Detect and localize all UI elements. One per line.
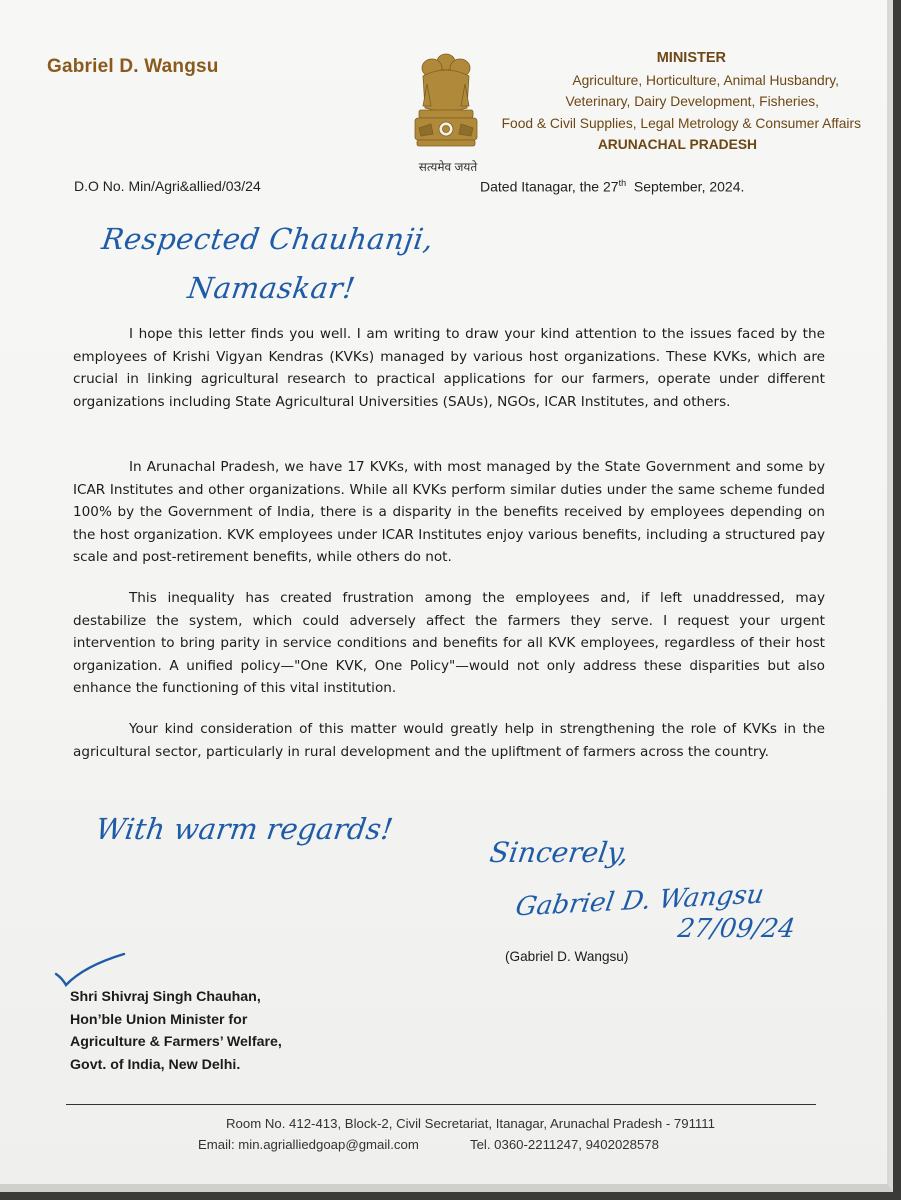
addressee-line: Hon’ble Union Minister for: [70, 1011, 248, 1028]
footer-address: Room No. 412-413, Block-2, Civil Secretariat, Itanagar, Arunachal Pradesh - 791111: [226, 1116, 715, 1131]
date-prefix: Dated Itanagar, the 27: [480, 178, 619, 195]
footer-phone: Tel. 0360-2211247, 9402028578: [470, 1137, 659, 1152]
signature: Gabriel D. Wangsu: [513, 879, 767, 923]
body-paragraph: In Arunachal Pradesh, we have 17 KVKs, with most managed by the State Government and some by ICAR Institutes and other organizations. While all KVKs perform similar duties under the same scheme funded 100% by the Government of India, there is a disparity in the benefits received by employees depending on the host organization. KVK employees under ICAR Institutes enjoy various benefits, including a structured pay scale and post-retirement benefits, while others do not.: [73, 459, 825, 566]
addressee-line: Shri Shivraj Singh Chauhan,: [70, 989, 261, 1005]
handwritten-regards: With warm regards!: [93, 812, 396, 846]
date-suffix: th: [618, 178, 627, 188]
addressee-block: [70, 986, 282, 1076]
handwritten-salutation: Respected Chauhanji,: [99, 222, 436, 256]
emblem-motto: सत्यमेव जयते: [418, 160, 478, 174]
body-paragraph: Your kind consideration of this matter would greatly help in strengthening the role of KVKs in the agricultural sector, particularly in rural development and the upliftment of farmers across the country.: [73, 721, 825, 760]
check-mark-icon: [54, 952, 126, 988]
portfolio-line: Agriculture, Horticulture, Animal Husbandry,: [572, 72, 839, 88]
handwritten-sign-date: 27/09/24: [675, 914, 797, 944]
footer-divider: [66, 1104, 816, 1105]
portfolio-line: Food & Civil Supplies, Legal Metrology & Consumer Affairs: [501, 115, 861, 131]
do-number: D.O No. Min/Agri&allied/03/24: [74, 178, 261, 194]
minister-title: MINISTER: [656, 50, 726, 66]
date-rest: September, 2024.: [633, 178, 745, 195]
addressee-line: Agriculture & Farmers’ Welfare,: [70, 1034, 282, 1051]
body-paragraph: This inequality has created frustration among the employees and, if left unaddressed, may destabilize the system, which could adversely affect the farmers they serve. I request your urgent intervention to bring parity in service conditions and benefits for all KVK employees, regardless of their host organization. A unified policy—"One KVK, One Policy"—would not only address these disparities but also enhance the functioning of this vital institution.: [73, 590, 825, 697]
handwritten-sincerely: Sincerely,: [487, 836, 631, 869]
minister-designation-block: [501, 48, 861, 156]
signer-printed-name: (Gabriel D. Wangsu): [505, 949, 629, 964]
letter-date: [480, 178, 744, 195]
footer-email: Email: min.agrialliedgoap@gmail.com: [198, 1137, 419, 1152]
portfolio-line: Veterinary, Dairy Development, Fisheries,: [565, 94, 819, 109]
addressee-line: Govt. of India, New Delhi.: [70, 1056, 241, 1073]
state-name: ARUNACHAL PRADESH: [597, 137, 757, 152]
handwritten-greeting: Namaskar!: [185, 271, 358, 305]
body-paragraph: I hope this letter finds you well. I am writing to draw your kind attention to the issues faced by the employees of Krishi Vigyan Kendras (KVKs) managed by various host organizations. These KVKs, which are crucial in linking agricultural research to practical applications for our farmers, operate under different organizations including State Agricultural Universities (SAUs), NGOs, ICAR Institutes, and others.: [73, 326, 825, 410]
sender-name: Gabriel D. Wangsu: [47, 56, 219, 77]
